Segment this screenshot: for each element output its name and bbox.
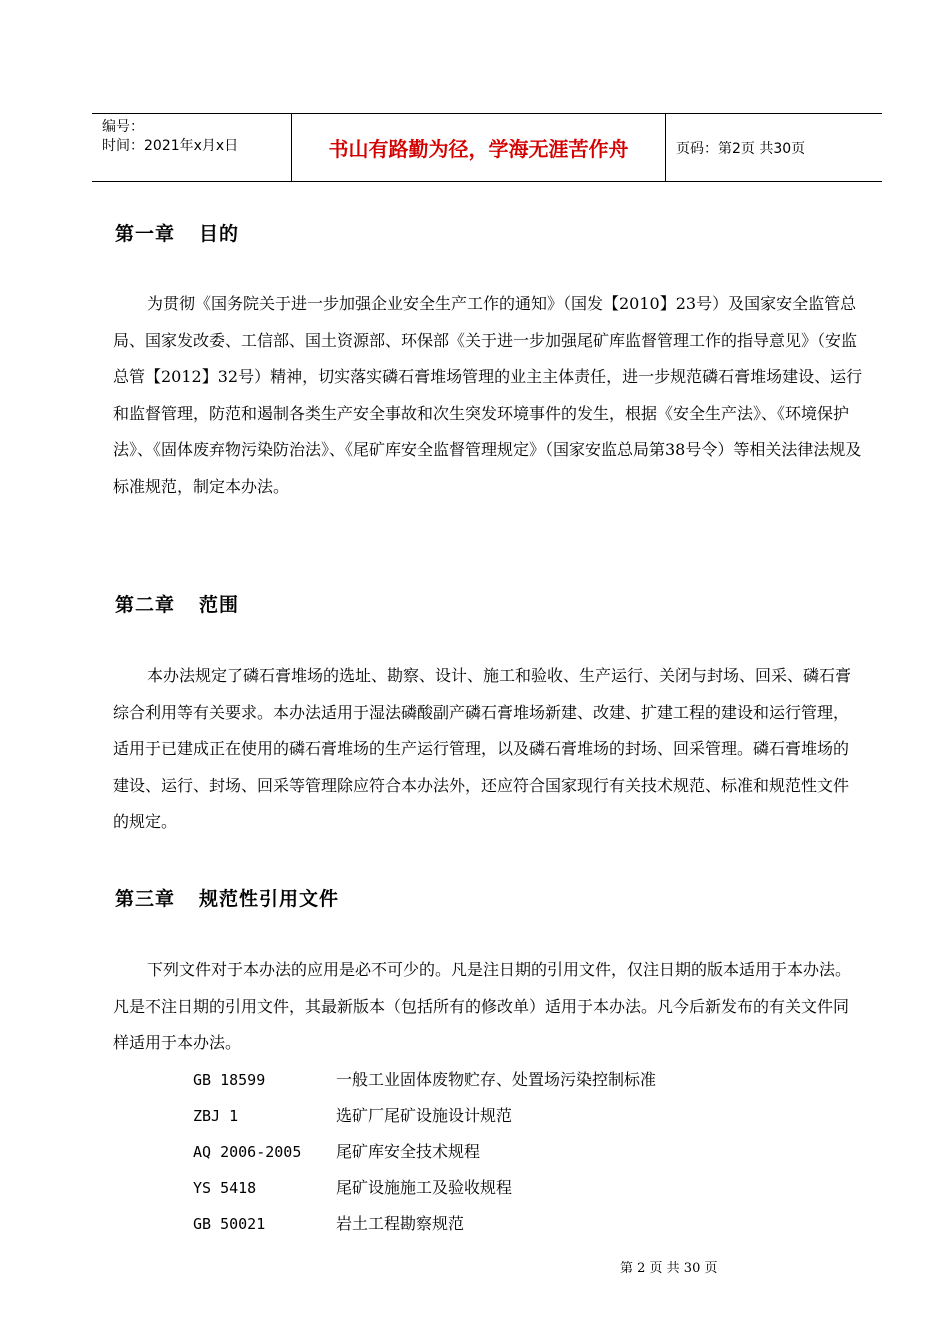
number-label: 编号： <box>102 119 144 135</box>
reference-code: GB 50021 <box>193 1215 266 1233</box>
chapter-1-heading <box>115 219 239 246</box>
time-label: 时间：2021年x月x日 <box>102 138 239 154</box>
reference-title: 岩土工程勘察规范 <box>336 1214 465 1233</box>
page-footer: 第 2 页 共 30 页 <box>620 1261 718 1276</box>
reference-title: 尾矿设施施工及验收规程 <box>336 1178 513 1197</box>
chapter-title: 范围 <box>199 594 240 616</box>
reference-item <box>193 1134 480 1170</box>
header-page-info <box>666 114 882 181</box>
reference-item <box>193 1206 464 1242</box>
chapter-3-body <box>113 952 863 1062</box>
reference-title: 选矿厂尾矿设施设计规范 <box>336 1106 513 1125</box>
chapter-number: 第一章 <box>115 223 176 245</box>
reference-item <box>193 1098 512 1134</box>
paragraph: 本办法规定了磷石膏堆场的选址、勘察、设计、施工和验收、生产运行、关闭与封场、回采、磷石膏综合利用等有关要求。本办法适用于湿法磷酸副产磷石膏堆场新建、改建、扩建工程的建设和运行管理，适用于已建成正在使用的磷石膏堆场的生产运行管理，以及磷石膏堆场的封场、回采管理。磷石膏堆场的建设、运行、封场、回采等管理除应符合本办法外，还应符合国家现行有关技术规范、标准和规范性文件的规定。 <box>113 666 852 831</box>
reference-title: 尾矿库安全技术规程 <box>336 1142 481 1161</box>
chapter-title: 规范性引用文件 <box>199 888 340 910</box>
reference-code: ZBJ 1 <box>193 1107 239 1125</box>
page-label: 页码： <box>676 140 718 157</box>
chapter-3-heading <box>115 884 339 911</box>
reference-code: AQ 2006-2005 <box>193 1143 302 1161</box>
header-motto: 书山有路勤为径，学海无涯苦作舟 <box>292 114 666 181</box>
reference-title: 一般工业固体废物贮存、处置场污染控制标准 <box>336 1070 657 1089</box>
paragraph: 下列文件对于本办法的应用是必不可少的。凡是注日期的引用文件，仅注日期的版本适用于本办法。凡是不注日期的引用文件，其最新版本（包括所有的修改单）适用于本办法。凡今后新发布的有关文件同样适用于本办法。 <box>113 960 852 1052</box>
reference-item <box>193 1170 512 1206</box>
chapter-2-heading <box>115 590 239 617</box>
page-header <box>92 113 882 182</box>
chapter-2-body <box>113 658 863 841</box>
chapter-number: 第三章 <box>115 888 176 910</box>
chapter-1-body <box>113 286 863 505</box>
page-value: 第2页 共30页 <box>718 140 806 157</box>
reference-item <box>193 1062 656 1098</box>
paragraph: 为贯彻《国务院关于进一步加强企业安全生产工作的通知》（国发【2010】23号）及国家安全监管总局、国家发改委、工信部、国土资源部、环保部《关于进一步加强尾矿库监督管理工作的指导意见》（安监总管【2012】32号）精神，切实落实磷石膏堆场管理的业主主体责任，进一步规范磷石膏堆场建设、运行和监督管理，防范和遏制各类生产安全事故和次生突发环境事件的发生，根据《安全生产法》、《环境保护法》、《固体废弃物污染防治法》、《尾矿库安全监督管理规定》（国家安监总局第38号令）等相关法律法规及标准规范，制定本办法。 <box>113 294 863 496</box>
reference-code: GB 18599 <box>193 1071 266 1089</box>
chapter-title: 目的 <box>199 223 240 245</box>
reference-code: YS 5418 <box>193 1179 257 1197</box>
header-meta <box>92 114 292 181</box>
chapter-number: 第二章 <box>115 594 176 616</box>
